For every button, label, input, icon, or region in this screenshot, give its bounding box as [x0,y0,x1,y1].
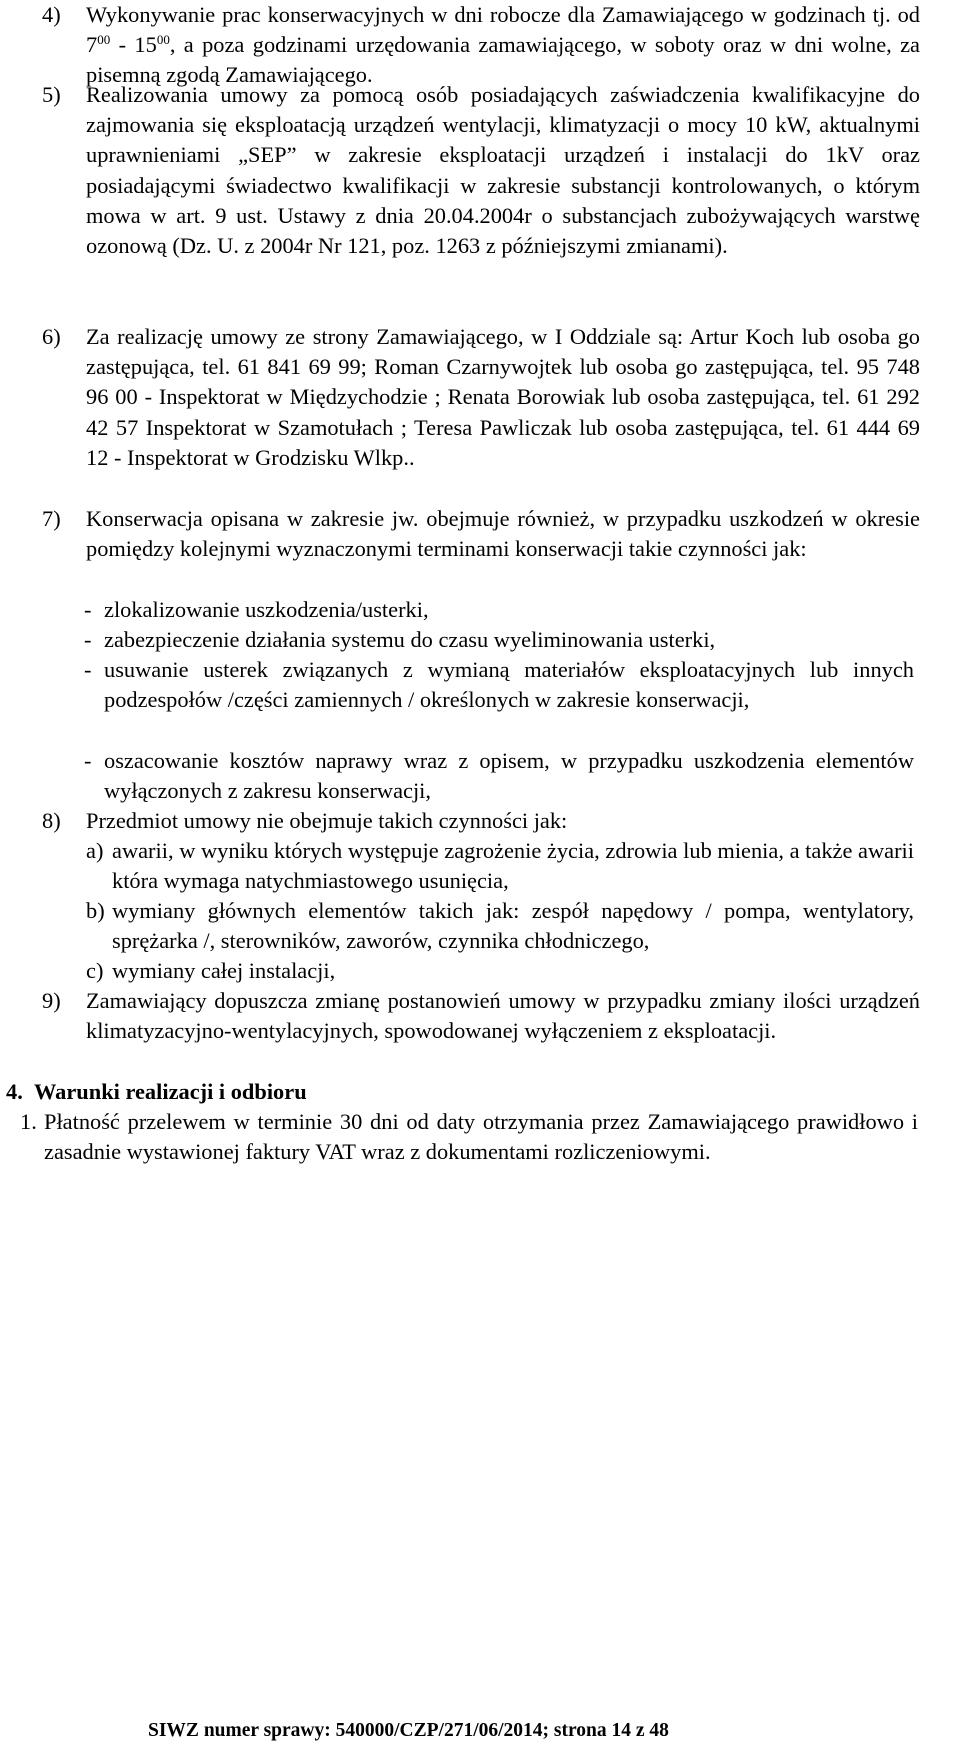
dash-text: usuwanie usterek związanych z wymianą materiałów eksploatacyjnych lub innych podzespołów /części zamiennych / określonych w zakresie konserwacji, [104,657,914,713]
item-text: Zamawiający dopuszcza zmianę postanowień umowy w przypadku zmiany ilości urządzeń klimatyzacyjno-wentylacyjnych, spowodowanej wyłączeniem z eksploatacji. [86,988,920,1044]
item-text: Realizowania umowy za pomocą osób posiadających zaświadczenia kwalifikacyjne do zajmowania się eksploatacją urządzeń wentylacji, klimatyzacji o mocy 10 kW, aktualnymi uprawnieniami „SEP” w zakresie eksploatacji urządzeń i instalacji do 1kV oraz posiadającymi świadectwo kwalifikacji w zakresie substancji kontrolowanych, o którym mowa w art. 9 ust. Ustawy z dnia 20.04.2004r o substancjach zubożywających warstwę ozonową (Dz. U. z 2004r Nr 121, poz. 1263 z późniejszymi zmianami). [86,82,920,259]
item-number: 7) [42,506,61,531]
item-number: 4) [42,2,61,27]
letter-text: awarii, w wyniku których występuje zagrożenie życia, zdrowia lub mienia, a także awarii która wymaga natychmiastowego usunięcia, [112,838,914,894]
list-item-8 [42,806,920,836]
item-text: Wykonywanie prac konserwacyjnych w dni robocze dla Zamawiającego w godzinach tj. od $7^{00} - 15^{00}$, a poza godzinami urzędowania zamawiającego, w soboty oraz w dni wolne, za pisemną zgodą Zamawiającego. [86,2,920,88]
letter-list-item [86,956,914,986]
dash-marker: - [84,597,92,622]
letter-marker: b) [86,898,105,923]
list-item-6 [42,322,920,473]
point-text: Płatność przelewem w terminie 30 dni od daty otrzymania przez Zamawiającego prawidłowo i zasadnie wystawionej faktury VAT wraz z dokumentami rozliczeniowymi. [44,1109,918,1165]
point-number: 1. [20,1109,37,1134]
letter-marker: a) [86,838,104,863]
dash-list-item [84,625,914,655]
dash-list-item [84,746,914,806]
dash-marker: - [84,657,92,682]
list-item-9 [42,986,920,1046]
list-item-4 [42,0,920,91]
letter-list-item [86,836,914,896]
item-number: 9) [42,988,61,1013]
item-text: Konserwacja opisana w zakresie jw. obejmuje również, w przypadku uszkodzeń w okresie pomiędzy kolejnymi wyznaczonymi terminami konserwacji takie czynności jak: [86,506,920,562]
letter-list-item [86,896,914,956]
list-item-7 [42,504,920,564]
dash-marker: - [84,748,92,773]
item-number: 5) [42,82,61,107]
dash-text: oszacowanie kosztów naprawy wraz z opisem, w przypadku uszkodzenia elementów wyłączonych z zakresu konserwacji, [104,748,914,804]
item-text: Za realizację umowy ze strony Zamawiającego, w I Oddziale są: Artur Koch lub osoba go zastępująca, tel. 61 841 69 99; Roman Czarnywojtek lub osoba go zastępująca, tel. 95 748 96 00 - Inspektorat w Międzychodzie ; Renata Borowiak lub osoba zastępująca, tel. 61 292 42 57 Inspektorat w Szamotułach ; Teresa Pawliczak lub osoba zastępująca, tel. 61 444 69 12 - Inspektorat w Grodzisku Wlkp.. [86,324,920,470]
dash-marker: - [84,627,92,652]
dash-list-item [84,655,914,715]
list-item-5 [42,80,920,261]
item-number: 8) [42,808,61,833]
dash-text: zabezpieczenie działania systemu do czasu wyeliminowania usterki, [104,627,716,652]
item-number: 6) [42,324,61,349]
page-footer: SIWZ numer sprawy: 540000/CZP/271/06/2014; strona 14 z 48 [148,1720,669,1741]
section-point-1 [20,1107,918,1167]
item-text: Przedmiot umowy nie obejmuje takich czynności jak: [86,808,568,833]
letter-text: wymiany głównych elementów takich jak: zespół napędowy / pompa, wentylatory, sprężarka /, sterowników, zaworów, czynnika chłodniczego, [112,898,914,954]
letter-text: wymiany całej instalacji, [112,958,336,983]
dash-list-item [84,595,914,625]
dash-text: zlokalizowanie uszkodzenia/usterki, [104,597,429,622]
section-heading: 4. Warunki realizacji i odbioru [6,1079,307,1104]
letter-marker: c) [86,958,104,983]
